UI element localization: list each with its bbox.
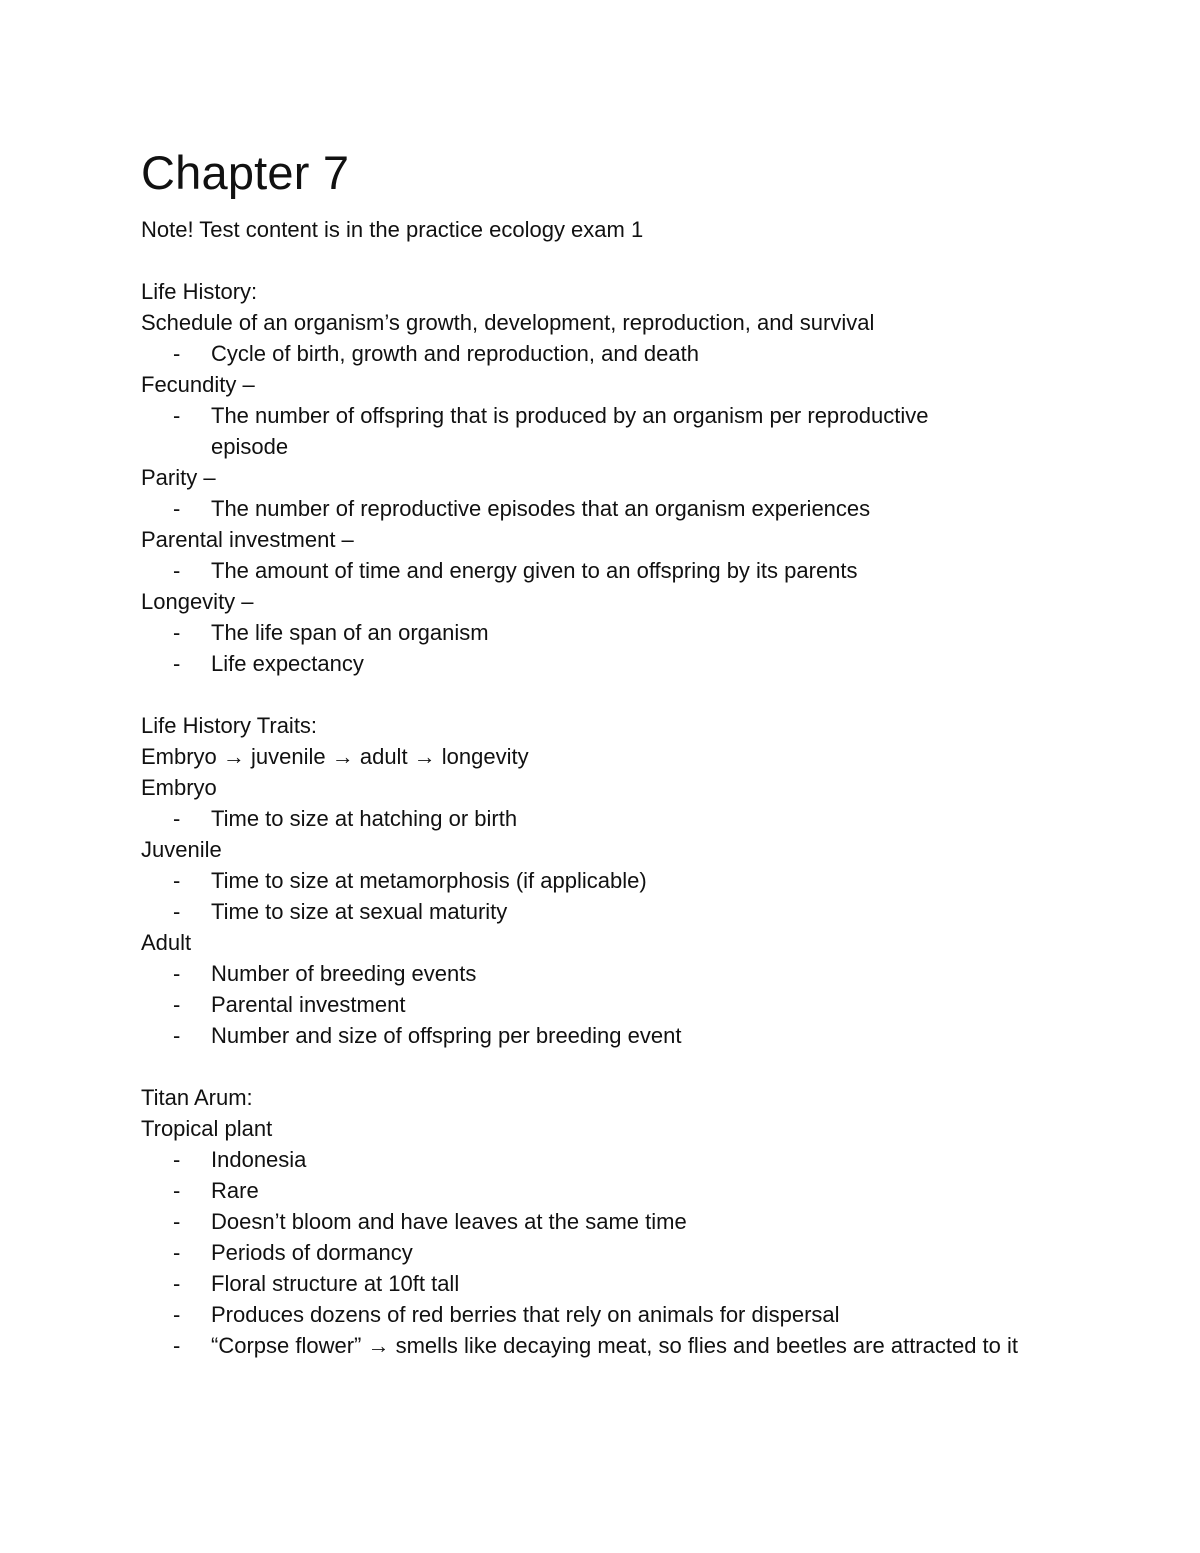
traits-sequence: Embryo → juvenile → adult → longevity [141, 744, 529, 769]
list-item [141, 896, 1071, 927]
note-line: Note! Test content is in the practice ecology exam 1 [141, 217, 644, 242]
embryo-term: Embryo [141, 775, 217, 800]
list-item [141, 1237, 1071, 1268]
list-item-text: Periods of dormancy [211, 1240, 413, 1265]
bullet-dash: - [173, 1023, 181, 1048]
list-item [141, 1144, 1071, 1175]
list-item-text: Number of breeding events [211, 961, 477, 986]
bullet-dash: - [173, 1240, 181, 1265]
list-item-text: The amount of time and energy given to an offspring by its parents [211, 558, 858, 583]
list-item-text: Doesn’t bloom and have leaves at the same time [211, 1209, 687, 1234]
list-item [141, 493, 1071, 524]
list-item [141, 1299, 1071, 1330]
life-history-definition: Schedule of an organism’s growth, development, reproduction, and survival [141, 310, 875, 335]
bullet-dash: - [173, 341, 181, 366]
list-item-text: Floral structure at 10ft tall [211, 1271, 460, 1296]
list-item [141, 338, 1071, 369]
list-item-text: The number of offspring that is produced by an organism per reproductive episode [211, 403, 929, 459]
bullet-dash: - [173, 558, 181, 583]
list-item-text: Produces dozens of red berries that rely on animals for dispersal [211, 1302, 840, 1327]
bullet-dash: - [173, 1209, 181, 1234]
bullet-dash: - [173, 899, 181, 924]
list-item-text: Cycle of birth, growth and reproduction, and death [211, 341, 699, 366]
bullet-dash: - [173, 806, 181, 831]
blank-line [141, 245, 1071, 276]
list-item [141, 555, 1071, 586]
parental-investment-term: Parental investment – [141, 527, 354, 552]
blank-line [141, 679, 1071, 710]
list-item [141, 803, 1071, 834]
bullet-dash: - [173, 1178, 181, 1203]
bullet-dash: - [173, 403, 181, 428]
list-item [141, 400, 1071, 462]
document-page [141, 138, 1071, 1361]
list-item [141, 865, 1071, 896]
bullet-dash: - [173, 992, 181, 1017]
list-item [141, 958, 1071, 989]
list-item-text: The number of reproductive episodes that an organism experiences [211, 496, 871, 521]
list-item-text: The life span of an organism [211, 620, 489, 645]
bullet-dash: - [173, 1302, 181, 1327]
traits-heading: Life History Traits: [141, 713, 318, 738]
bullet-dash: - [173, 1333, 181, 1358]
longevity-term: Longevity – [141, 589, 254, 614]
bullet-dash: - [173, 651, 181, 676]
fecundity-term: Fecundity – [141, 372, 255, 397]
list-item-text: Indonesia [211, 1147, 307, 1172]
list-item-text: Time to size at metamorphosis (if applicable) [211, 868, 647, 893]
page-title: Chapter 7 [141, 146, 350, 199]
list-item [141, 1206, 1071, 1237]
list-item [141, 617, 1071, 648]
list-item-text: Number and size of offspring per breeding event [211, 1023, 682, 1048]
bullet-dash: - [173, 1271, 181, 1296]
list-item-text: Life expectancy [211, 651, 364, 676]
list-item-text: Time to size at hatching or birth [211, 806, 518, 831]
list-item-text: Rare [211, 1178, 259, 1203]
list-item [141, 989, 1071, 1020]
list-item-text: Time to size at sexual maturity [211, 899, 508, 924]
list-item [141, 1020, 1071, 1051]
bullet-dash: - [173, 620, 181, 645]
juvenile-term: Juvenile [141, 837, 222, 862]
bullet-dash: - [173, 868, 181, 893]
blank-line [141, 1051, 1071, 1082]
list-item-text: Parental investment [211, 992, 406, 1017]
titan-subheading: Tropical plant [141, 1116, 273, 1141]
list-item [141, 1268, 1071, 1299]
adult-term: Adult [141, 930, 192, 955]
list-item [141, 1175, 1071, 1206]
bullet-dash: - [173, 496, 181, 521]
parity-term: Parity – [141, 465, 216, 490]
bullet-dash: - [173, 961, 181, 986]
list-item [141, 1330, 1071, 1361]
list-item-text: “Corpse flower” → smells like decaying meat, so flies and beetles are attracted to it [211, 1333, 1019, 1358]
bullet-dash: - [173, 1147, 181, 1172]
titan-heading: Titan Arum: [141, 1085, 253, 1110]
list-item [141, 648, 1071, 679]
life-history-heading: Life History: [141, 279, 258, 304]
